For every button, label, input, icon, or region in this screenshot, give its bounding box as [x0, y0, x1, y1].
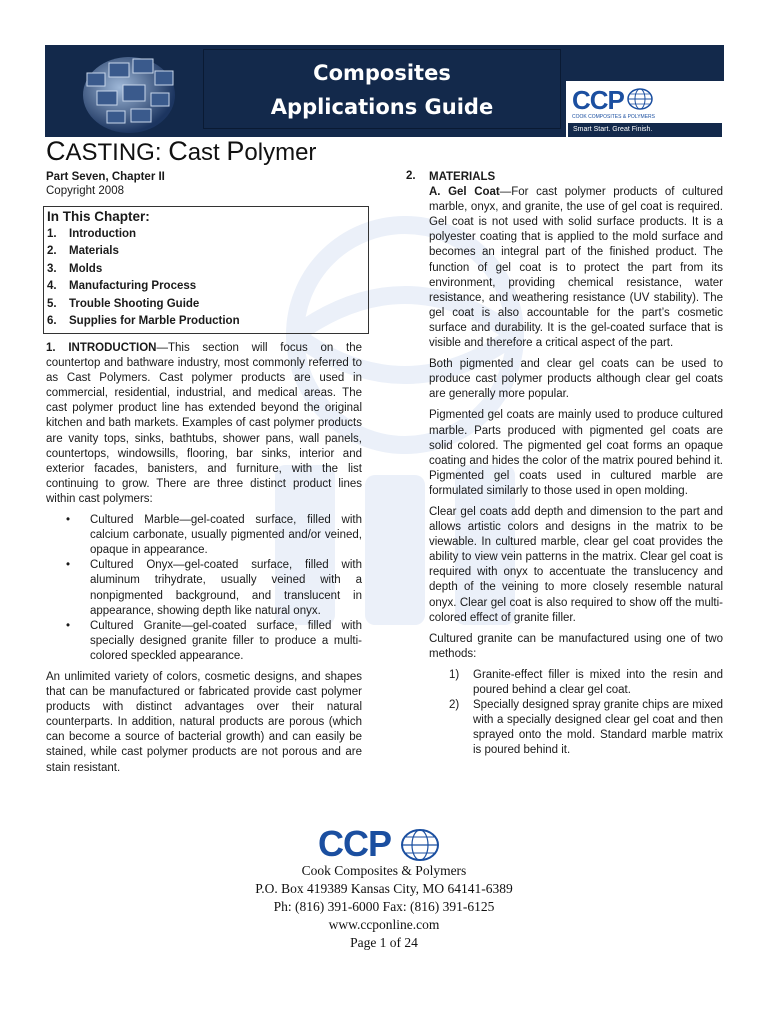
logo-globe-icon — [626, 87, 654, 111]
chapter-item — [47, 296, 368, 313]
product-lines-list — [46, 513, 362, 664]
gel-coat-text: —For cast polymer products of cultured marble, onyx, and granite, the use of gel coat is required. Gel coat is not used with solid surface products. It is a polyester coating that is applied to the mold surface and becomes an integral part of the finished product. The function of gel coat is to protect the part from its environment, providing chemical resistance, water resistance, and weathering resistance (UV stability). The gel coat is also accountable for the part’s cosmetic surface and durability. It is the gel-coated surface that is visible and therefore a critical aspect of the part. — [429, 186, 723, 350]
footer-company: Cook Composites & Polymers — [301, 863, 467, 878]
materials-paragraph: Cultured granite can be manufactured using one of two methods: — [429, 632, 723, 660]
chapter-item-num: 2. — [47, 245, 57, 258]
title-cap-c2: C — [168, 136, 188, 166]
chapter-item-label: Introduction — [69, 228, 137, 240]
list-item-text: Cultured Marble—gel-coated surface, filled with calcium carbonate, usually pigmented and/or veined, opaque in appearance. — [90, 514, 362, 557]
chapter-item-label: Molds — [69, 262, 103, 275]
intro-heading: 1. INTRODUCTION — [46, 342, 157, 354]
chapter-item — [47, 226, 368, 243]
chapter-item — [47, 261, 368, 278]
chapter-item-num: 5. — [47, 297, 57, 310]
list-item-text: Cultured Onyx—gel-coated surface, filled with aluminum trihydrate, usually veined with a nonpigmented background, and translucent in appearance, showing depth like natural onyx. — [90, 559, 362, 617]
logo-subtext: COOK COMPOSITES & POLYMERS — [572, 114, 655, 120]
list-item — [429, 668, 723, 698]
footer-logo-text: CCP — [318, 823, 392, 864]
chapter-item — [47, 313, 368, 330]
chapter-item-label: Materials — [69, 245, 119, 258]
header-title — [203, 49, 561, 129]
intro-section — [46, 341, 362, 782]
globe-icon — [67, 49, 207, 133]
intro-paragraph — [46, 341, 362, 507]
tagline: Smart Start. Great Finish. — [568, 123, 722, 137]
list-item-num: 2) — [449, 699, 460, 712]
chapter-item-label: Trouble Shooting Guide — [69, 297, 200, 310]
list-item — [429, 698, 723, 758]
part-chapter: Part Seven, Chapter II — [46, 171, 165, 183]
materials-section — [429, 170, 723, 758]
chapter-item-label: Manufacturing Process — [69, 280, 197, 293]
list-item: • Cultured Onyx—gel-coated surface, filled with aluminum trihydrate, usually veined with a nonpigmented background, and translucent in appearance, showing depth like natural onyx. — [66, 559, 362, 617]
title-cap-p: P — [226, 136, 245, 166]
list-item: • Cultured Granite—gel-coated surface, filled with specially designed granite filler to produce a multi-colored speckled appearance. — [66, 619, 362, 662]
chapter-item-num: 1. — [47, 228, 57, 240]
title-part3: olymer — [244, 139, 317, 166]
header-title-line1: Composites — [313, 61, 451, 85]
ccp-logo — [566, 81, 724, 137]
list-item: • Cultured Marble—gel-coated surface, filled with calcium carbonate, usually pigmented and/or veined, opaque in appearance. — [66, 514, 362, 557]
footer-globe-icon — [400, 828, 440, 862]
copyright: Copyright 2008 — [46, 185, 124, 197]
title-part1: ASTING: — [65, 139, 169, 166]
list-item-text: Specially designed spray granite chips are mixed with a specially designed clear gel coat and then sprayed onto the mold. Standard marble matrix is poured behind it. — [473, 699, 723, 757]
chapter-item-num: 4. — [47, 280, 57, 293]
footer-phone: Ph: (816) 391-6000 Fax: (816) 391-6125 — [273, 899, 495, 914]
header-banner — [45, 45, 724, 137]
materials-heading: MATERIALS — [429, 171, 496, 183]
footer-logo — [318, 823, 448, 866]
title-part2: ast — [187, 139, 227, 166]
logo-text: CCP — [572, 85, 624, 115]
page-title — [46, 136, 316, 167]
page-number: Page 1 of 24 — [350, 935, 418, 950]
intro-text: —This section will focus on the countertop and bathware industry, most commonly referred to as Cast Polymers. Cast polymer products are used in commercial, residential, industrial, and medical areas. The cast polymer product line has extended beyond the original kitchen and bath markets. Examples of cast polymer products are vanity tops, sinks, bathtubs, shower pans, wall panels, countertops, windowsills, flooring, bar sinks, interior and exterior facades, banisters, and furniture, with the list continuing to grow. There are three distinct product lines within cast polymers: — [46, 342, 362, 505]
list-item-text: Cultured Granite—gel-coated surface, filled with specially designed granite filler to produce a multi-colored speckled appearance. — [90, 619, 362, 662]
chapter-contents — [43, 206, 369, 334]
chapter-item-label: Supplies for Marble Production — [69, 315, 240, 328]
chapter-item-num: 6. — [47, 315, 57, 328]
materials-paragraph: Pigmented gel coats are mainly used to produce cultured marble. Parts produced with pigmented gel coats are solid colored. The pigmented gel coat forms an opaque coating and hides the color of the matrix poured behind it. Pigmented gel coats used in cultured marble are formulated similarly to those used in open molding. — [429, 409, 723, 497]
chapter-heading: In This Chapter: — [47, 209, 150, 224]
footer — [0, 862, 768, 952]
title-cap-c: C — [46, 136, 66, 166]
intro-paragraph-2: An unlimited variety of colors, cosmetic designs, and shapes that can be manufactured or fabricated provide cast polymer products with distinct advantages over their natural counterparts. In addition, natural products are porous (which can become a source of bacterial growth) and can easily be stained, while cast polymer products are not porous and are stain resistant. — [46, 670, 362, 774]
footer-website[interactable]: www.ccponline.com — [328, 917, 440, 932]
header-title-line2: Applications Guide — [270, 95, 494, 119]
materials-paragraph: Both pigmented and clear gel coats can be used to produce cast polymer products although clear gel coats are generally more popular. — [429, 358, 723, 401]
footer-address: P.O. Box 419389 Kansas City, MO 64141-6389 — [255, 881, 513, 896]
gel-coat-paragraph — [429, 185, 723, 351]
chapter-item — [47, 278, 368, 295]
chapter-item — [47, 243, 368, 260]
materials-num: 2. — [406, 170, 416, 182]
gel-coat-heading: A. Gel Coat — [429, 186, 500, 199]
materials-paragraph: Clear gel coats add depth and dimension to the part and allows artistic colors and designs in the matrix to be viewable. In cultured marble, clear gel coat provides the ability to view vein patterns in the matrix. Clear gel coat is required with onyx to accentuate the translucency and depth of the veining to more closely resemble natural onyx. Clear gel coat is also required to show off the multi-colored effect of granite filler. — [429, 505, 723, 624]
list-item-text: Granite-effect filler is mixed into the resin and poured behind a clear gel coat. — [473, 668, 723, 696]
granite-methods-list — [429, 668, 723, 759]
list-item-num: 1) — [449, 668, 460, 681]
chapter-item-num: 3. — [47, 262, 57, 275]
